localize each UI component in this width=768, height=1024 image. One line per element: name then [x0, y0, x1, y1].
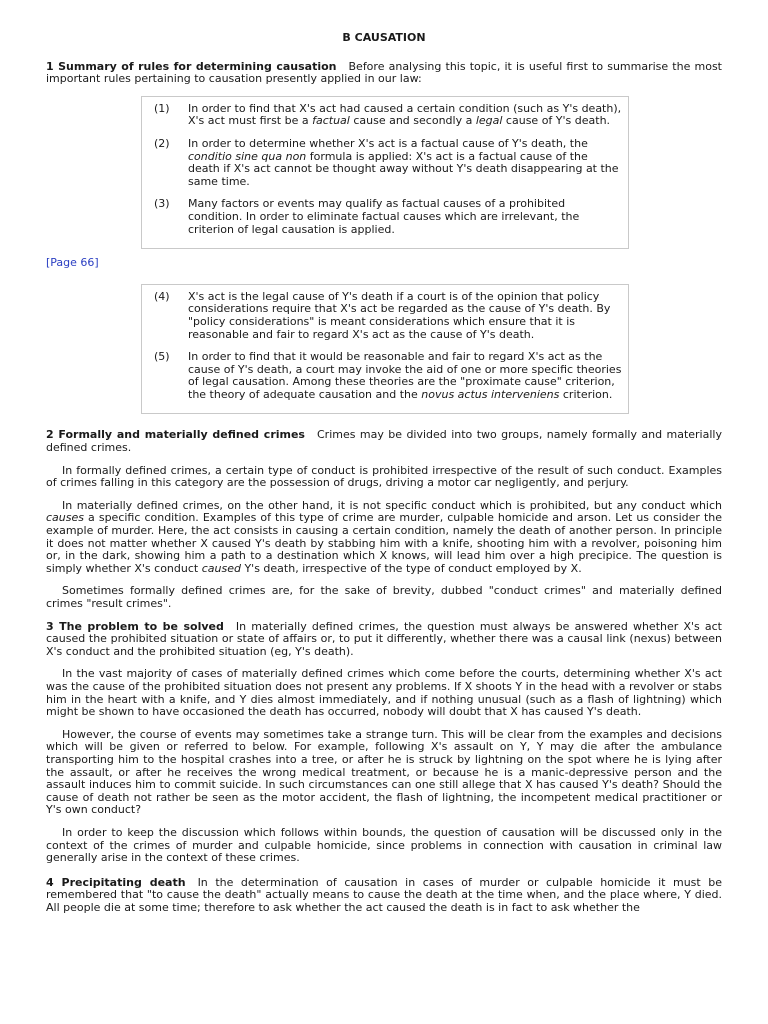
document-page — [46, 32, 722, 924]
heading-precipitating-death: 4 Precipitating death — [46, 875, 186, 889]
paragraph-formal-crimes: In formally defined crimes, a certain type of conduct is prohibited irrespective of the result of such conduct. Examples of crimes falling in this category are the possession of drugs, driving a motor car negligently, and perjury. — [46, 463, 722, 490]
rule-item: (3) Many factors or events may qualify as factual causes of a prohibited condition. In order to eliminate factual causes which are irrelevant, the criterion of legal causation is applied. — [154, 197, 580, 236]
section-title: B CAUSATION — [342, 31, 426, 44]
heading-defined-crimes: 2 Formally and materially defined crimes — [46, 428, 305, 442]
paragraph-discussion-bounds: In order to keep the discussion which follows within bounds, the question of causation will be discussed only in the context of the crimes of murder and culpable homicide, since problems in connection with causation in criminal law generally arise in the context of these crimes. — [46, 825, 722, 865]
page-reference-link[interactable]: [Page 66] — [46, 256, 99, 270]
paragraph-summary-intro: 1 Summary of rules for determining causation Before analysing this topic, it is useful first to summarise the most important rules pertaining to causation presently applied in our law: — [46, 59, 722, 86]
rules-box-1 — [141, 96, 629, 249]
rule-item: (4) X's act is the legal cause of Y's death if a court is of the opinion that policy considerations require that X's act be regarded as the cause of Y's death. By "policy considerations" is meant considerations which ensure that it is reasonable and fair to regard X's act as the cause of Y's death. — [154, 289, 611, 341]
rule-item: (2) In order to determine whether X's act is a factual cause of Y's death, the conditio sine qua non formula is applied: X's act is a factual cause of the death if X's act cannot be thought away without Y's death disappearing at the same time. — [154, 136, 619, 188]
paragraph-strange-turn: However, the course of events may sometimes take a strange turn. This will be clear from the examples and decisions which will be given or referred to below. For example, following X's assault on Y, Y may die after the ambulance transporting him to the hospital crashes into a tree, or after he is struck by lightning on the spot where he is lying after the assault, or after he receives the wrong medical treatment, or because he is a manic-depressive person and the assault induces him to commit suicide. In such circumstances can one still allege that X has caused Y's death? Should the cause of death not rather be seen as the motor accident, the flash of lightning, the incompetent medical practitioner or Y's own conduct? — [46, 727, 722, 817]
paragraph-conduct-result: Sometimes formally defined crimes are, for the sake of brevity, dubbed "conduct crimes" and materially defined crimes "result crimes". — [46, 584, 722, 610]
paragraph-precipitating-intro: 4 Precipitating death In the determination of causation in cases of murder or culpable homicide it must be remembered that "to cause the death" actually means to cause the death at the time when, and the place where, Y died. All people die at some time; therefore to ask whether the act caused the death is in fact to ask whether the — [46, 875, 723, 914]
paragraph-majority-cases: In the vast majority of cases of materially defined crimes which come before the courts, determining whether X's act was the cause of the prohibited situation does not present any problems. If X shoots Y in the head with a revolver or stabs him in the heart with a knife, and Y dies almost immediately, and if nothing unusual (such as a flash of lightning) which might be shown to have occasioned the death has occurred, nobody will doubt that X has caused Y's death. — [46, 667, 722, 719]
rules-box-2 — [141, 284, 629, 415]
heading-problem: 3 The problem to be solved — [46, 619, 224, 633]
heading-summary-rules: 1 Summary of rules for determining causation — [46, 59, 337, 73]
rule-item: (1) In order to find that X's act had caused a certain condition (such as Y's death), X's act must first be a factual cause and secondly a legal cause of Y's death. — [154, 101, 622, 128]
paragraph-problem-intro: 3 The problem to be solved In materially defined crimes, the question must always be answered whether X's act caused the prohibited situation or state of affairs or, to put it differently, whether there was a causal link (nexus) between X's conduct and the prohibited situation (eg, Y's death). — [46, 619, 722, 658]
paragraph-crimes-intro: 2 Formally and materially defined crimes Crimes may be divided into two groups, namely formally and materially defined crimes. — [46, 428, 722, 455]
rule-item: (5) In order to find that it would be reasonable and fair to regard X's act as the cause of Y's death, a court may invoke the aid of one or more specific theories of legal causation. Among these theories are the "proximate cause" criterion, the theory of adequate causation and the novus actus interveniens criterion. — [154, 350, 622, 401]
paragraph-material-crimes: In materially defined crimes, on the other hand, it is not specific conduct which is prohibited, but any conduct which causes a specific condition. Examples of this type of crime are murder, culpable homicide and arson. Let us consider the example of murder. Here, the act consists in causing a certain condition, namely the death of another person. In principle it does not matter whether X caused Y's death by stabbing him with a knife, shooting him with a revolver, poisoning him or, in the dark, showing him a path to a destination which X knows, will lead him over a high precipice. The question is simply whether X's conduct caused Y's death, irrespective of the type of conduct employed by X. — [46, 498, 722, 575]
